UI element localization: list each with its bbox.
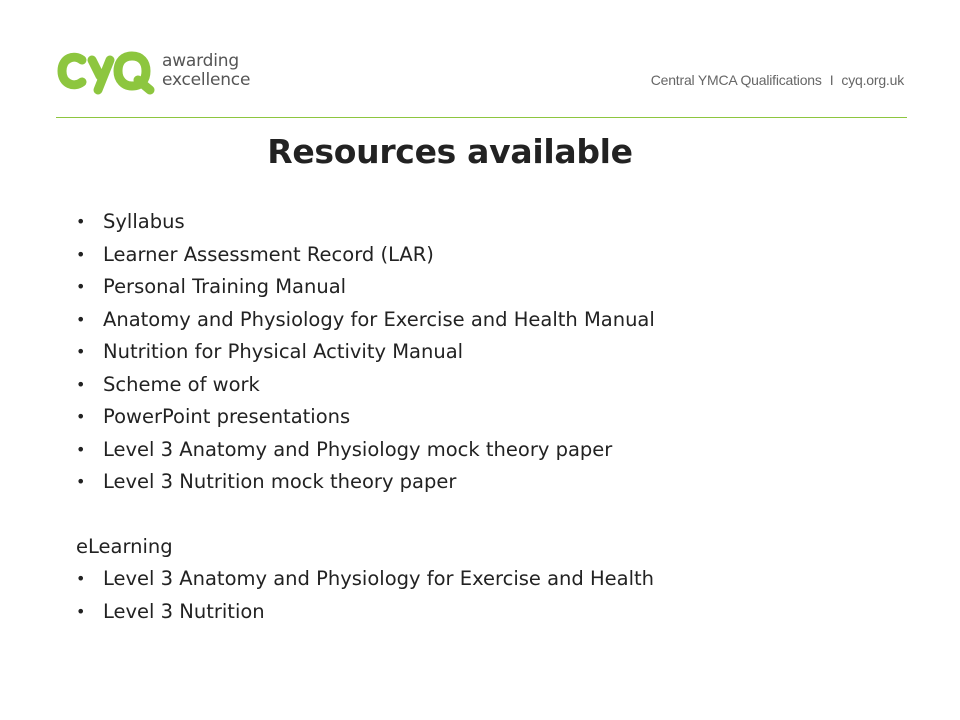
bullet-icon: • bbox=[76, 374, 86, 394]
bullet-icon: • bbox=[76, 212, 86, 231]
bullet-icon: • bbox=[76, 569, 86, 588]
website-text: cyq.org.uk bbox=[841, 72, 904, 88]
bullet-icon: • bbox=[76, 309, 86, 329]
list-item bbox=[76, 206, 896, 239]
elearning-list bbox=[76, 563, 896, 628]
bullet-icon: • bbox=[76, 407, 86, 426]
cyq-logo bbox=[56, 46, 250, 96]
bullet-icon: • bbox=[76, 342, 86, 361]
organisation-line bbox=[651, 72, 904, 88]
resources-list bbox=[76, 206, 896, 499]
organisation-name: Central YMCA Qualifications bbox=[650, 72, 822, 88]
header-divider bbox=[56, 117, 907, 118]
logo-tagline-line-2: excellence bbox=[162, 70, 251, 90]
list-item-text: Level 3 Nutrition mock theory paper bbox=[103, 470, 457, 493]
list-item-text: Syllabus bbox=[103, 210, 185, 233]
list-item-text: Level 3 Anatomy and Physiology for Exercise and Health bbox=[103, 567, 655, 590]
logo-tagline-line-1: awarding bbox=[162, 51, 239, 71]
list-item-text: Personal Training Manual bbox=[103, 275, 347, 298]
elearning-heading: eLearning bbox=[76, 534, 173, 558]
list-item bbox=[76, 466, 896, 499]
slide-title: Resources available bbox=[267, 132, 633, 171]
bullet-icon: • bbox=[76, 601, 86, 621]
list-item-text: Level 3 Anatomy and Physiology mock theory paper bbox=[103, 437, 613, 461]
list-item bbox=[76, 434, 896, 467]
bullet-icon: • bbox=[76, 277, 86, 296]
bullet-icon: • bbox=[76, 439, 86, 459]
list-item bbox=[76, 369, 896, 402]
list-item-text: Nutrition for Physical Activity Manual bbox=[103, 340, 464, 363]
list-item-text: PowerPoint presentations bbox=[103, 405, 351, 428]
list-item bbox=[76, 401, 896, 434]
slide-header bbox=[0, 0, 960, 120]
logo-tagline bbox=[162, 52, 250, 90]
bullet-icon: • bbox=[76, 244, 86, 264]
list-item bbox=[76, 304, 896, 337]
list-item bbox=[76, 596, 896, 629]
list-item bbox=[76, 239, 896, 272]
list-item-text: Scheme of work bbox=[103, 372, 260, 396]
slide-content bbox=[76, 206, 896, 628]
list-item bbox=[76, 271, 896, 304]
list-item bbox=[76, 563, 896, 596]
list-item bbox=[76, 336, 896, 369]
header-separator: I bbox=[829, 72, 834, 88]
list-item-text: Level 3 Nutrition bbox=[103, 599, 265, 623]
bullet-icon: • bbox=[76, 472, 86, 491]
list-item-text: Anatomy and Physiology for Exercise and Health Manual bbox=[103, 307, 655, 331]
list-item-text: Learner Assessment Record (LAR) bbox=[103, 242, 434, 266]
cyq-logo-mark bbox=[56, 46, 156, 96]
